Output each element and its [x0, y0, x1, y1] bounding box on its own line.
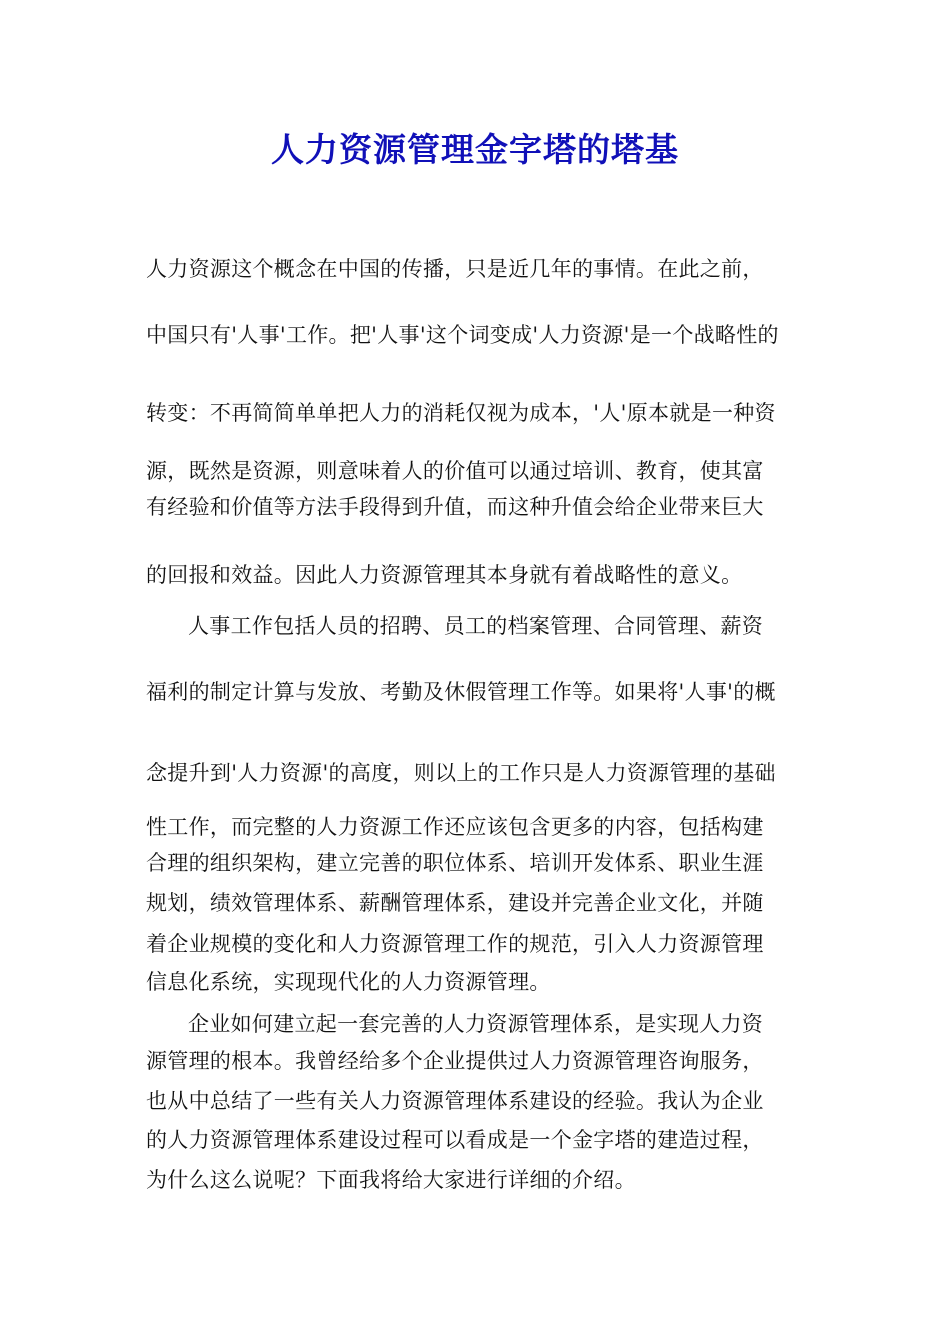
- paragraph-line: 企业如何建立起一套完善的人力资源管理体系，是实现人力资: [188, 1012, 764, 1036]
- paragraph-line: 性工作，而完整的人力资源工作还应该包含更多的内容，包括构建: [146, 815, 764, 839]
- paragraph-line: 信息化系统，实现现代化的人力资源管理。: [146, 970, 551, 994]
- paragraph-line: 人事工作包括人员的招聘、员工的档案管理、合同管理、薪资: [188, 614, 764, 638]
- paragraph-line: 的人力资源管理体系建设过程可以看成是一个金字塔的建造过程，: [146, 1128, 764, 1152]
- paragraph-line: 源，既然是资源，则意味着人的价值可以通过培训、教育，使其富: [146, 459, 764, 483]
- paragraph-line: 的回报和效益。因此人力资源管理其本身就有着战略性的意义。: [146, 563, 743, 587]
- paragraph-line: 人力资源这个概念在中国的传播，只是近几年的事情。在此之前，: [146, 257, 764, 281]
- paragraph-line: 着企业规模的变化和人力资源管理工作的规范，引入人力资源管理: [146, 932, 764, 956]
- paragraph-line: 转变：不再简简单单把人力的消耗仅视为成本，'人'原本就是一种资: [146, 401, 776, 425]
- paragraph-line: 合理的组织架构，建立完善的职位体系、培训开发体系、职业生涯: [146, 851, 764, 875]
- paragraph-line: 中国只有'人事'工作。把'人事'这个词变成'人力资源'是一个战略性的: [146, 323, 779, 347]
- document-title: 人力资源管理金字塔的塔基: [271, 130, 679, 169]
- paragraph-line: 源管理的根本。我曾经给多个企业提供过人力资源管理咨询服务，: [146, 1049, 764, 1073]
- paragraph-line: 为什么这么说呢？下面我将给大家进行详细的介绍。: [146, 1168, 636, 1192]
- paragraph-line: 有经验和价值等方法手段得到升值，而这种升值会给企业带来巨大: [146, 495, 764, 519]
- paragraph-line: 也从中总结了一些有关人力资源管理体系建设的经验。我认为企业: [146, 1089, 764, 1113]
- paragraph-line: 福利的制定计算与发放、考勤及休假管理工作等。如果将'人事'的概: [146, 680, 776, 704]
- paragraph-line: 念提升到'人力资源'的高度，则以上的工作只是人力资源管理的基础: [146, 761, 776, 785]
- paragraph-line: 规划，绩效管理体系、薪酬管理体系，建设并完善企业文化，并随: [146, 891, 764, 915]
